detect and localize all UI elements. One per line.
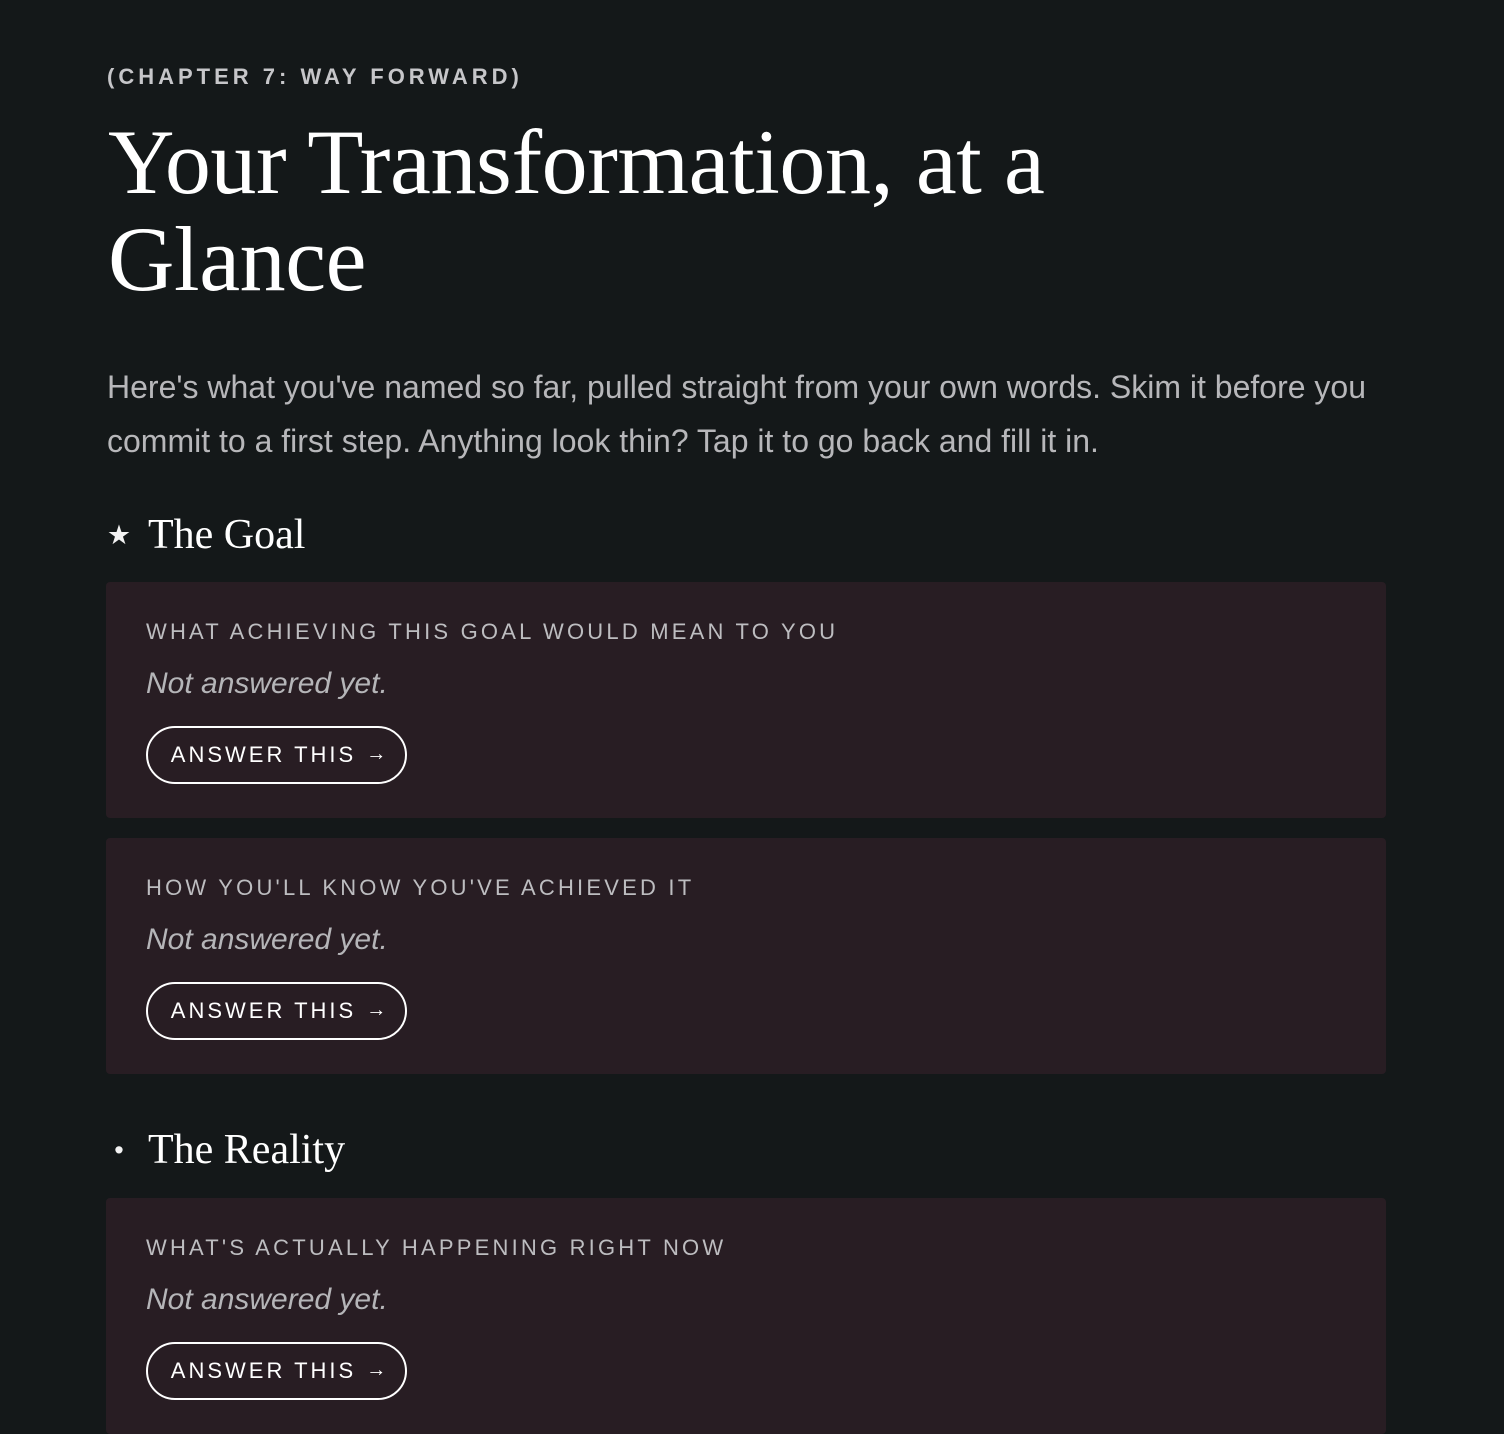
arrow-right-icon: → bbox=[366, 999, 387, 1021]
arrow-right-icon: → bbox=[366, 743, 387, 765]
answer-goal-meaning-button[interactable] bbox=[146, 726, 407, 784]
section-title-goal: The Goal bbox=[148, 512, 306, 558]
section-title-reality: The Reality bbox=[148, 1127, 346, 1173]
chapter-label: (CHAPTER 7: WAY FORWARD) bbox=[107, 64, 523, 89]
section-heading-goal bbox=[106, 509, 305, 561]
arrow-right-icon: → bbox=[366, 1359, 387, 1381]
goal-meaning-answer: Not answered yet. bbox=[146, 667, 388, 700]
page-title: Your Transformation, at a Glance bbox=[108, 111, 1045, 310]
answer-button-label: ANSWER THIS bbox=[170, 742, 357, 767]
goal-achievement-answer: Not answered yet. bbox=[146, 923, 388, 956]
answer-reality-current-button[interactable] bbox=[146, 1342, 407, 1400]
section-heading-reality bbox=[106, 1124, 345, 1176]
reality-current-question: WHAT'S ACTUALLY HAPPENING RIGHT NOW bbox=[146, 1235, 727, 1260]
reality-current-card bbox=[106, 1198, 1386, 1434]
reality-current-answer: Not answered yet. bbox=[146, 1283, 388, 1316]
answer-button-label: ANSWER THIS bbox=[170, 998, 357, 1023]
goal-meaning-card bbox=[106, 582, 1386, 818]
star-icon: ★ bbox=[106, 519, 132, 550]
intro-text: Here's what you've named so far, pulled straight from your own words. Skim it before you commit to a first step. Anything look thin? Tap it to go back and fill it in. bbox=[107, 369, 1367, 459]
dot-icon: • bbox=[114, 1134, 124, 1165]
goal-achievement-question: HOW YOU'LL KNOW YOU'VE ACHIEVED IT bbox=[146, 875, 695, 900]
goal-meaning-question: WHAT ACHIEVING THIS GOAL WOULD MEAN TO YOU bbox=[146, 619, 839, 644]
goal-achievement-card bbox=[106, 838, 1386, 1074]
answer-goal-achievement-button[interactable] bbox=[146, 982, 407, 1040]
answer-button-label: ANSWER THIS bbox=[170, 1358, 357, 1383]
